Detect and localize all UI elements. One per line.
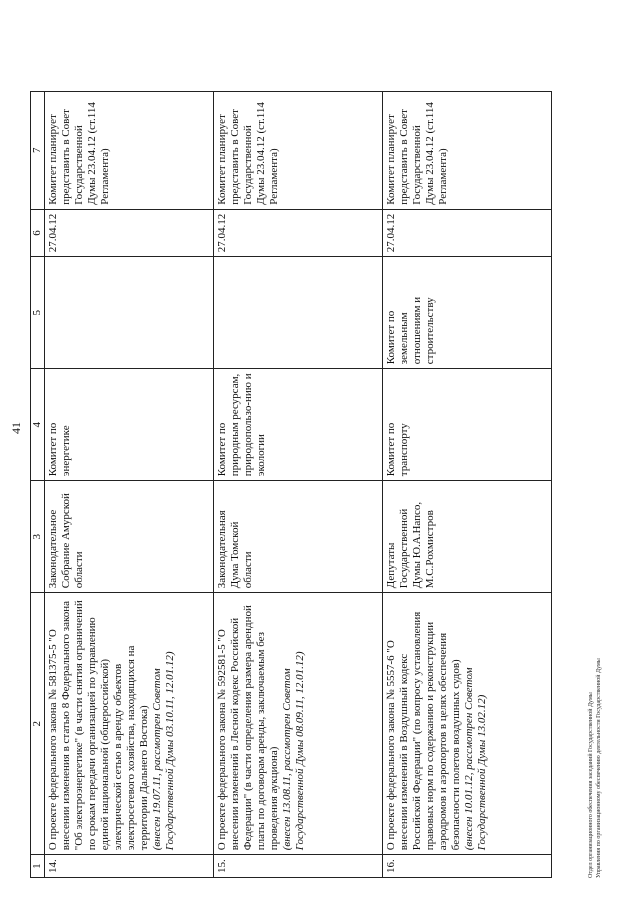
bill-title-cell bbox=[45, 593, 214, 855]
row-number: 14. bbox=[45, 855, 214, 878]
committee-cell: Комитет по энергетике bbox=[45, 369, 214, 481]
bills-table bbox=[30, 91, 552, 878]
footer bbox=[587, 278, 603, 878]
col-header-2: 2 bbox=[31, 593, 45, 855]
bill-title: О проекте федерального закона № 581375-5 "О внесении изменения в статью 8 Федерального закона "Об электроэнергетике" (в части снятия ограничений по срокам передачи организацией по управлению единой национальной (общероссийской) электрической сетью в аренду объектов электросетевого хозяйства, находящихся на территории Дальнего Востока) bbox=[47, 600, 150, 851]
header-row bbox=[31, 91, 45, 877]
author-cell: Депутаты Государственной Думы Ю.А.Напсо, М.С.Рохмистров bbox=[383, 481, 552, 593]
author-cell: Законодательная Дума Томской области bbox=[214, 481, 383, 593]
col-header-6: 6 bbox=[31, 209, 45, 257]
col-header-4: 4 bbox=[31, 369, 45, 481]
committee-cell: Комитет по природным ресурсам, природопользо-нию и экологии bbox=[214, 369, 383, 481]
date-cell: 27.04.12 bbox=[45, 209, 214, 257]
date-cell: 27.04.12 bbox=[214, 209, 383, 257]
plan-cell: Комитет планирует представить в Совет Государственной Думы 23.04.12 (ст.114 Регламента) bbox=[214, 91, 383, 209]
plan-cell: Комитет планирует представить в Совет Государственной Думы 23.04.12 (ст.114 Регламента) bbox=[383, 91, 552, 209]
table-row bbox=[214, 91, 383, 877]
date-cell: 27.04.12 bbox=[383, 209, 552, 257]
page-number: 41 bbox=[9, 422, 23, 434]
plan-cell: Комитет планирует представить в Совет Государственной Думы 23.04.12 (ст.114 Регламента) bbox=[45, 91, 214, 209]
table-row bbox=[383, 91, 552, 877]
col-header-5: 5 bbox=[31, 257, 45, 369]
bill-note: (внесен 19.07.11, рассмотрен Советом Государственной Думы 03.10.11, 12.01.12) bbox=[151, 651, 176, 851]
bill-note: (внесен 10.01.12, рассмотрен Советом Государственной Думы 13.02.12) bbox=[463, 667, 488, 851]
co-committee-cell bbox=[214, 257, 383, 369]
row-number: 15. bbox=[214, 855, 383, 878]
bill-title: О проекте федерального закона № 592581-5 "О внесении изменений в Лесной кодекс Российской Федерации" (в части определения размера арендной платы по договорам аренды, заключаемым без проведения аукциона) bbox=[216, 605, 280, 851]
bill-title-cell bbox=[383, 593, 552, 855]
co-committee-cell: Комитет по земельным отношениям и строительству bbox=[383, 257, 552, 369]
row-number: 16. bbox=[383, 855, 552, 878]
footer-line-2: Управления по организационному обеспечению деятельности Государственной Думы bbox=[596, 658, 602, 878]
table-row bbox=[45, 91, 214, 877]
co-committee-cell bbox=[45, 257, 214, 369]
committee-cell: Комитет по транспорту bbox=[383, 369, 552, 481]
footer-line-1: Отдел организационного обеспечения заседаний Государственной Думы bbox=[588, 692, 594, 878]
bill-note: (внесен 13.08.11, рассмотрен Советом Государственной Думы 08.09.11, 12.01.12) bbox=[281, 651, 306, 851]
col-header-7: 7 bbox=[31, 91, 45, 209]
bill-title: О проекте федерального закона № 5557-6 "О внесении изменений в Воздушный кодекс Российской Федерации" (по вопросу установления правовых норм по содержанию и реконструкции аэродромов и аэропортов в целях обеспечения безопасности полетов воздушных судов) bbox=[385, 611, 462, 851]
rotated-content bbox=[9, 8, 610, 878]
col-header-3: 3 bbox=[31, 481, 45, 593]
bill-title-cell bbox=[214, 593, 383, 855]
author-cell: Законодательное Собрание Амурской области bbox=[45, 481, 214, 593]
col-header-1: 1 bbox=[31, 855, 45, 878]
